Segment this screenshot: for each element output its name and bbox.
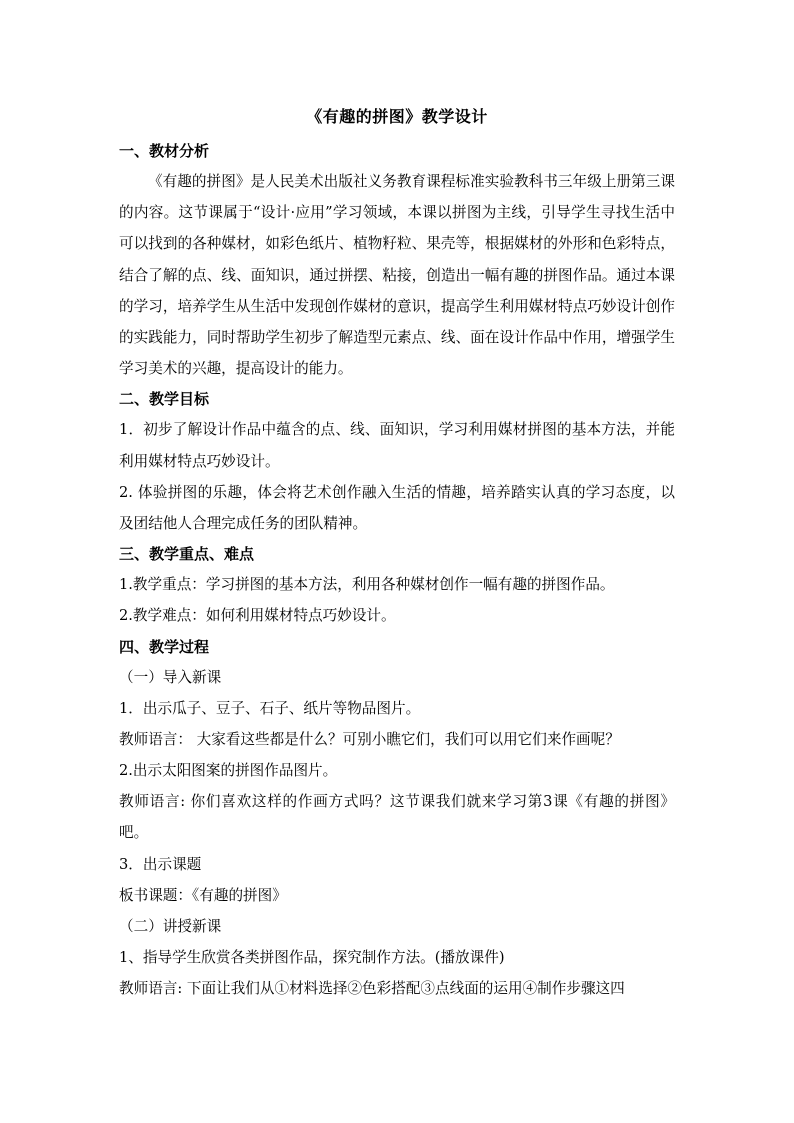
section-heading-process: 四、教学过程 <box>119 637 210 656</box>
objective-item-2: 2. 体验拼图的乐趣，体会将艺术创作融入生活的情趣，培养踏实认真的学习态度，以及团结他人合理完成任务的团队精神。 <box>119 483 675 533</box>
document-body <box>119 102 675 1004</box>
process-line: 1．出示瓜子、豆子、石子、纸片等物品图片。 <box>119 699 421 717</box>
section-heading-analysis: 一、教材分析 <box>119 142 210 160</box>
difficulty-item: 2.教学难点：如何利用媒材特点巧妙设计。 <box>119 607 396 625</box>
process-line: 1、指导学生欣赏各类拼图作品，探究制作方法。(播放课件) <box>119 949 505 967</box>
document-title: 《有趣的拼图》教学设计 <box>306 107 488 126</box>
process-line: 2.出示太阳图案的拼图作品图片。 <box>119 762 338 780</box>
process-line: 3．出示课题 <box>119 855 202 873</box>
process-line: 教师语言： 大家看这些都是什么？可别小瞧它们，我们可以用它们来作画呢？ <box>119 730 620 748</box>
analysis-paragraph: 《有趣的拼图》是人民美术出版社义务教育课程标准实验教科书三年级上册第三课的内容。这节课属于“设计·应用”学习领域，本课以拼图为主线，引导学生寻找生活中可以找到的各种媒材，如彩色纸片、植物籽粒、果壳等，根据媒材的外形和色彩特点，结合了解的点、线、面知识，通过拼摆、粘接，创造出一幅有趣的拼图作品。通过本课的学习，培养学生从生活中发现创作媒材的意识，提高学生利用媒材特点巧妙设计创作的实践能力，同时帮助学生初步了解造型元素点、线、面在设计作品中作用，增强学生学习美术的兴趣，提高设计的能力。 <box>119 173 675 378</box>
process-line: 板书课题：《有趣的拼图》 <box>119 886 287 904</box>
subsection-intro: （一）导入新课 <box>119 668 222 686</box>
subsection-new-lesson: （二）讲授新课 <box>119 918 222 936</box>
section-heading-objectives: 二、教学目标 <box>119 390 210 409</box>
process-line: 教师语言: 下面让我们从①材料选择②色彩搭配③点线面的运用④制作步骤这四 <box>119 980 625 998</box>
section-heading-key-points: 三、教学重点、难点 <box>119 545 255 564</box>
objective-item-1: 1．初步了解设计作品中蕴含的点、线、面知识，学习利用媒材拼图的基本方法，并能利用媒材特点巧妙设计。 <box>119 421 675 470</box>
process-line: 教师语言: 你们喜欢这样的作画方式吗？这节课我们就来学习第3课《有趣的拼图》吧。 <box>119 793 675 842</box>
key-point-item: 1.教学重点：学习拼图的基本方法，利用各种媒材创作一幅有趣的拼图作品。 <box>119 576 615 594</box>
